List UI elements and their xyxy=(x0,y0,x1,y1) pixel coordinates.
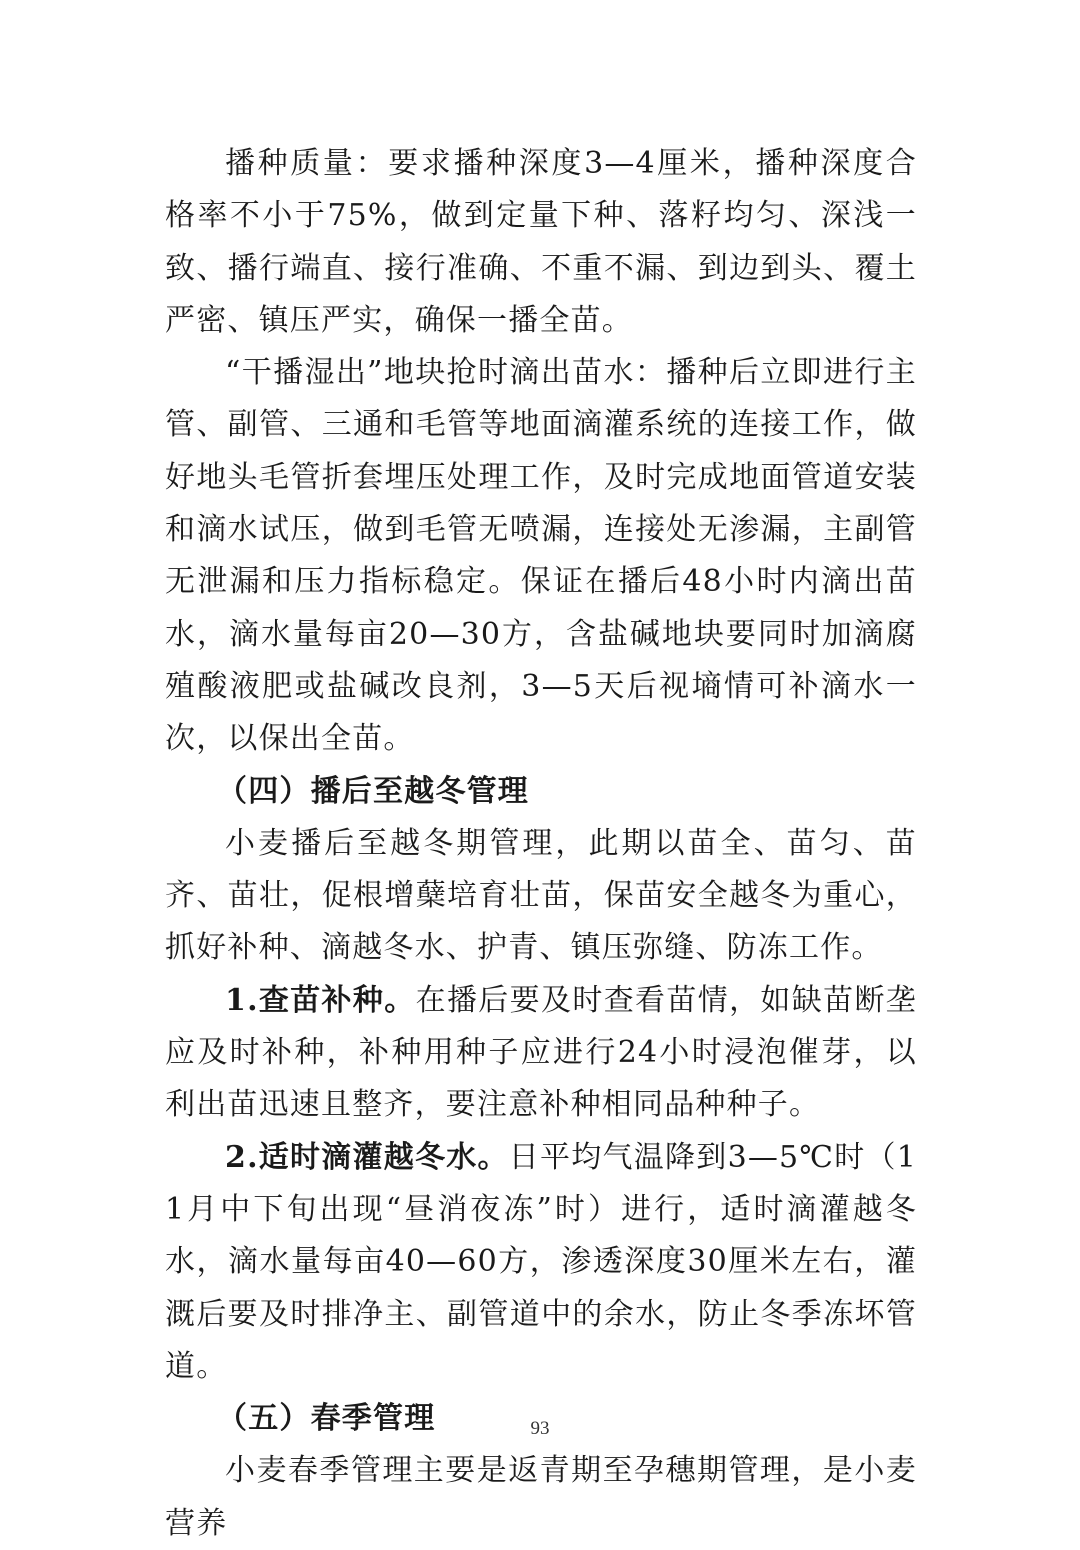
section-heading-spring: （五）春季管理 xyxy=(217,1401,436,1437)
section-heading-overwinter: （四）播后至越冬管理 xyxy=(217,773,529,809)
paragraph-replant-check xyxy=(165,975,917,1132)
paragraph-lead-winter-irrigation: 2.适时滴灌越冬水。 xyxy=(225,1139,509,1175)
paragraph-text-winter-irrigation: 日平均气温降到3—5℃时（11月中下旬出现“昼消夜冻”时）进行，适时滴灌越冬水，滴水量每亩40—60方，渗透深度30厘米左右，灌溉后要及时排净主、副管道中的余水，防止冬季冻坏管道。 xyxy=(165,1139,917,1384)
paragraph-spring-management: 小麦春季管理主要是返青期至孕穗期管理，是小麦营养 xyxy=(165,1453,917,1541)
paragraph-lead-replant: 1.查苗补种。 xyxy=(225,982,416,1018)
document-body xyxy=(165,138,917,1550)
paragraph-sowing-quality: 播种质量：要求播种深度3—4厘米，播种深度合格率不小于75%，做到定量下种、落籽均匀、深浅一致、播行端直、接行准确、不重不漏、到边到头、覆土严密、镇压严实，确保一播全苗。 xyxy=(165,146,917,338)
page-number: 93 xyxy=(530,1418,550,1439)
paragraph-text-replant: 在播后要及时查看苗情，如缺苗断垄应及时补种，补种用种子应进行24小时浸泡催芽，以利出苗迅速且整齐，要注意补种相同品种种子。 xyxy=(165,982,918,1123)
paragraph-overwinter-management: 小麦播后至越冬期管理，此期以苗全、苗匀、苗齐、苗壮，促根增蘖培育壮苗，保苗安全越冬为重心，抓好补种、滴越冬水、护青、镇压弥缝、防冻工作。 xyxy=(165,825,917,966)
paragraph-winter-irrigation xyxy=(165,1132,917,1393)
paragraph-dry-sowing-irrigation: “干播湿出”地块抢时滴出苗水：播种后立即进行主管、副管、三通和毛管等地面滴灌系统的连接工作，做好地头毛管折套埋压处理工作，及时完成地面管道安装和滴水试压，做到毛管无喷漏，连接处无渗漏，主副管无泄漏和压力指标稳定。保证在播后48小时内滴出苗水，滴水量每亩20—30方，含盐碱地块要同时加滴腐殖酸液肥或盐碱改良剂，3—5天后视墒情可补滴水一次，以保出全苗。 xyxy=(165,355,917,757)
